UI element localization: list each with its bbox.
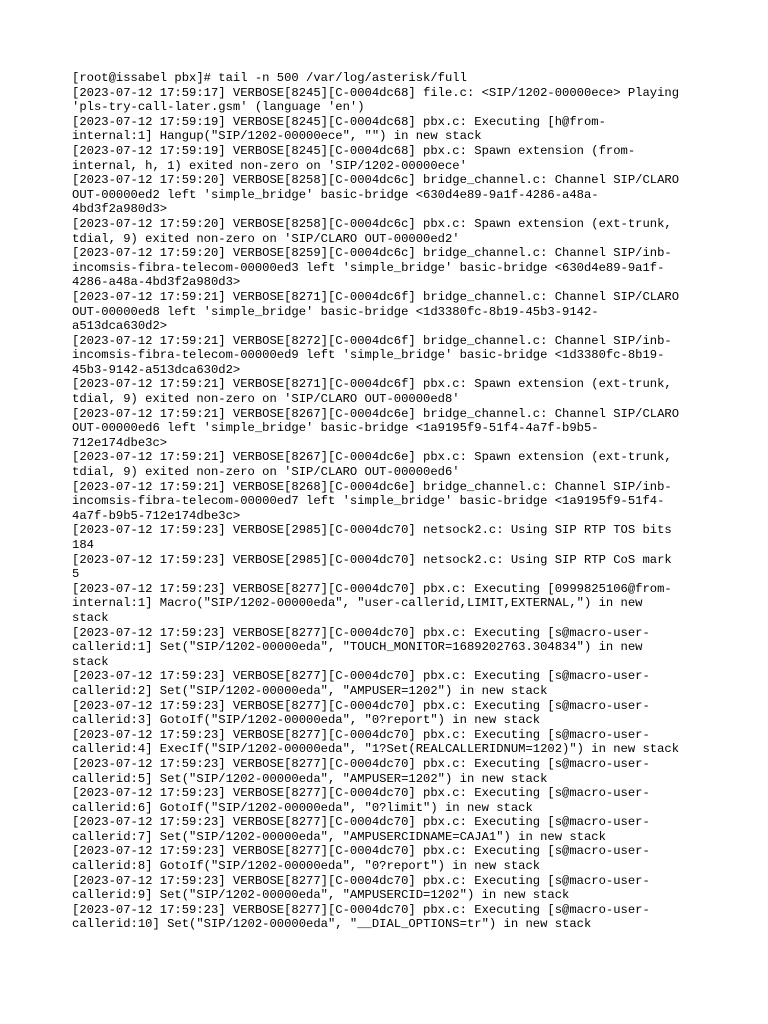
log-line: [2023-07-12 17:59:23] VERBOSE[8277][C-0004dc70] pbx.c: Executing [s@macro-user-: [72, 902, 650, 917]
log-line: callerid:7] Set("SIP/1202-00000eda", "AMPUSERCIDNAME=CAJA1") in new stack: [72, 829, 606, 844]
log-line: tdial, 9) exited non-zero on 'SIP/CLARO OUT-00000ed6': [72, 465, 460, 480]
log-line: a513dca630d2>: [72, 319, 168, 334]
log-line: incomsis-fibra-telecom-00000ed3 left 'simple_bridge' basic-bridge <630d4e89-9a1f-: [72, 260, 665, 275]
log-line: 5: [72, 567, 80, 582]
log-line: tdial, 9) exited non-zero on 'SIP/CLARO OUT-00000ed8': [72, 392, 460, 407]
log-line: tdial, 9) exited non-zero on 'SIP/CLARO OUT-00000ed2': [72, 231, 460, 246]
log-line: [2023-07-12 17:59:21] VERBOSE[8271][C-0004dc6f] pbx.c: Spawn extension (ext-trunk,: [72, 377, 672, 392]
log-line: callerid:8] GotoIf("SIP/1202-00000eda", "0?report") in new stack: [72, 859, 541, 874]
log-line: 'pls-try-call-later.gsm' (language 'en'): [72, 100, 365, 115]
log-line: 4bd3f2a980d3>: [72, 202, 168, 217]
log-line: [2023-07-12 17:59:23] VERBOSE[8277][C-0004dc70] pbx.c: Executing [s@macro-user-: [72, 756, 650, 771]
log-line: [2023-07-12 17:59:20] VERBOSE[8258][C-0004dc6c] pbx.c: Spawn extension (ext-trunk,: [72, 216, 672, 231]
log-line: 184: [72, 538, 94, 552]
log-line: [2023-07-12 17:59:21] VERBOSE[8267][C-0004dc6e] pbx.c: Spawn extension (ext-trunk,: [72, 450, 672, 465]
log-line: [2023-07-12 17:59:19] VERBOSE[8245][C-0004dc68] pbx.c: Spawn extension (from-: [72, 143, 636, 158]
log-line: internal:1] Macro("SIP/1202-00000eda", "user-callerid,LIMIT,EXTERNAL,") in new: [72, 596, 643, 611]
log-line: 4286-a48a-4bd3f2a980d3>: [72, 275, 241, 290]
log-line: incomsis-fibra-telecom-00000ed7 left 'simple_bridge' basic-bridge <1a9195f9-51f4-: [72, 494, 665, 509]
log-line: callerid:1] Set("SIP/1202-00000eda", "TOUCH_MONITOR=1689202763.304834") in new: [72, 640, 643, 655]
log-line: OUT-00000ed2 left 'simple_bridge' basic-bridge <630d4e89-9a1f-4286-a48a-: [72, 187, 599, 202]
log-line: [2023-07-12 17:59:23] VERBOSE[2985][C-0004dc70] netsock2.c: Using SIP RTP TOS bits: [72, 523, 672, 538]
log-line: callerid:10] Set("SIP/1202-00000eda", "__DIAL_OPTIONS=tr") in new stack: [72, 917, 592, 932]
log-line: stack: [72, 610, 109, 625]
log-line: [2023-07-12 17:59:20] VERBOSE[8259][C-0004dc6c] bridge_channel.c: Channel SIP/inb-: [72, 246, 672, 261]
log-line: [2023-07-12 17:59:23] VERBOSE[8277][C-0004dc70] pbx.c: Executing [0999825106@from-: [72, 581, 672, 596]
log-line: [2023-07-12 17:59:21] VERBOSE[8272][C-0004dc6f] bridge_channel.c: Channel SIP/inb-: [72, 333, 672, 348]
log-line: internal:1] Hangup("SIP/1202-00000ece", "") in new stack: [72, 129, 482, 144]
log-line: OUT-00000ed6 left 'simple_bridge' basic-bridge <1a9195f9-51f4-4a7f-b9b5-: [72, 421, 599, 436]
log-line: callerid:5] Set("SIP/1202-00000eda", "AMPUSER=1202") in new stack: [72, 771, 548, 786]
log-line: [2023-07-12 17:59:23] VERBOSE[8277][C-0004dc70] pbx.c: Executing [s@macro-user-: [72, 873, 650, 888]
log-line: [2023-07-12 17:59:21] VERBOSE[8268][C-0004dc6e] bridge_channel.c: Channel SIP/inb-: [72, 479, 672, 494]
shell-command-line: [root@issabel pbx]# tail -n 500 /var/log/asterisk/full: [72, 71, 467, 85]
log-line: 4a7f-b9b5-712e174dbe3c>: [72, 508, 241, 523]
log-line: callerid:9] Set("SIP/1202-00000eda", "AMPUSERCID=1202") in new stack: [72, 888, 570, 903]
log-line: [2023-07-12 17:59:23] VERBOSE[8277][C-0004dc70] pbx.c: Executing [s@macro-user-: [72, 625, 650, 640]
log-line: callerid:3] GotoIf("SIP/1202-00000eda", "0?report") in new stack: [72, 713, 541, 728]
log-line: OUT-00000ed8 left 'simple_bridge' basic-bridge <1d3380fc-8b19-45b3-9142-: [72, 304, 599, 319]
log-line: [2023-07-12 17:59:23] VERBOSE[8277][C-0004dc70] pbx.c: Executing [s@macro-user-: [72, 815, 650, 830]
log-line: callerid:4] ExecIf("SIP/1202-00000eda", "1?Set(REALCALLERIDNUM=1202)") in new stack: [72, 742, 680, 757]
log-line: 45b3-9142-a513dca630d2>: [72, 362, 241, 377]
log-line: [2023-07-12 17:59:23] VERBOSE[8277][C-0004dc70] pbx.c: Executing [s@macro-user-: [72, 727, 650, 742]
log-line: [2023-07-12 17:59:23] VERBOSE[8277][C-0004dc70] pbx.c: Executing [s@macro-user-: [72, 669, 650, 684]
log-line: [2023-07-12 17:59:21] VERBOSE[8271][C-0004dc6f] bridge_channel.c: Channel SIP/CLARO: [72, 289, 680, 304]
log-line: callerid:6] GotoIf("SIP/1202-00000eda", "0?limit") in new stack: [72, 800, 533, 815]
log-line: [2023-07-12 17:59:17] VERBOSE[8245][C-0004dc68] file.c: <SIP/1202-00000ece> Playing: [72, 85, 680, 100]
log-line: callerid:2] Set("SIP/1202-00000eda", "AMPUSER=1202") in new stack: [72, 683, 548, 698]
log-line: incomsis-fibra-telecom-00000ed9 left 'simple_bridge' basic-bridge <1d3380fc-8b19-: [72, 348, 665, 363]
log-line: 712e174dbe3c>: [72, 435, 168, 450]
log-line: [2023-07-12 17:59:20] VERBOSE[8258][C-0004dc6c] bridge_channel.c: Channel SIP/CLARO: [72, 173, 680, 188]
log-line: [2023-07-12 17:59:23] VERBOSE[8277][C-0004dc70] pbx.c: Executing [s@macro-user-: [72, 844, 650, 859]
terminal-output: [72, 71, 712, 932]
log-line: stack: [72, 654, 109, 669]
log-line: [2023-07-12 17:59:21] VERBOSE[8267][C-0004dc6e] bridge_channel.c: Channel SIP/CLARO: [72, 406, 680, 421]
log-line: [2023-07-12 17:59:23] VERBOSE[8277][C-0004dc70] pbx.c: Executing [s@macro-user-: [72, 786, 650, 801]
log-line: internal, h, 1) exited non-zero on 'SIP/1202-00000ece': [72, 158, 467, 173]
log-line: [2023-07-12 17:59:23] VERBOSE[8277][C-0004dc70] pbx.c: Executing [s@macro-user-: [72, 698, 650, 713]
log-line: [2023-07-12 17:59:19] VERBOSE[8245][C-0004dc68] pbx.c: Executing [h@from-: [72, 114, 606, 129]
log-line: [2023-07-12 17:59:23] VERBOSE[2985][C-0004dc70] netsock2.c: Using SIP RTP CoS mark: [72, 552, 672, 567]
